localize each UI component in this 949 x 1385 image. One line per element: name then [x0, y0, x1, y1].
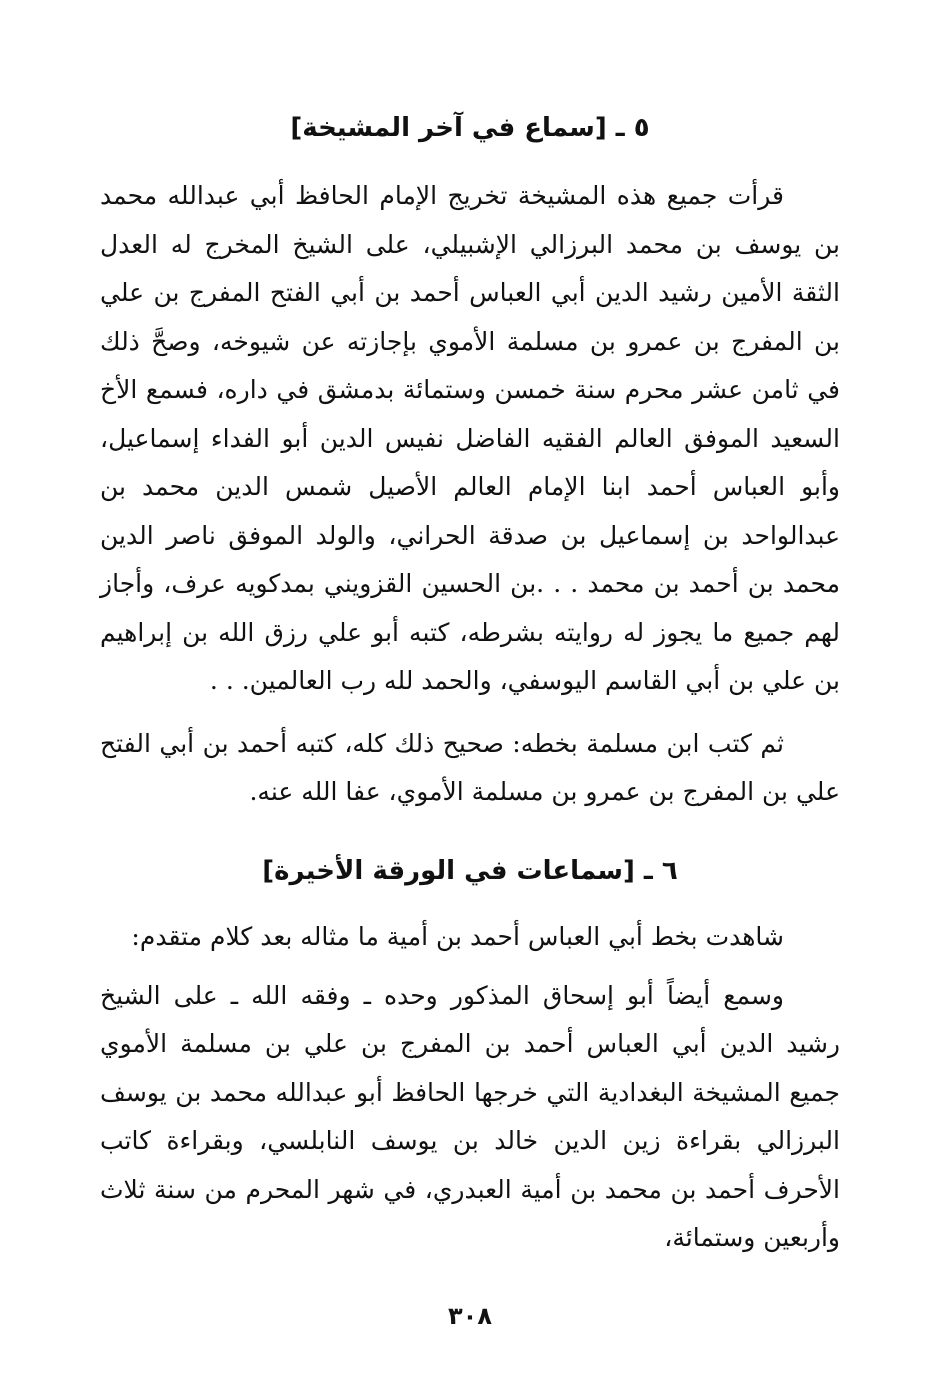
paragraph-samaa-reading: قرأت جميع هذه المشيخة تخريج الإمام الحافظ أبي عبدالله محمد بن يوسف بن محمد البرزالي الإشبيلي، على الشيخ المخرج له العدل الثقة الأمين رشيد الدين أبي العباس أحمد بن أبي الفتح المفرج بن علي بن المفرج بن عمرو بن مسلمة الأموي بإجازته عن شيوخه، وصحَّ ذلك في ثامن عشر محرم سنة خمسن وستمائة بدمشق في داره، فسمع الأخ السعيد الموفق العالم الفقيه الفاضل نفيس الدين أبو الفداء إسماعيل، وأبو العباس أحمد ابنا الإمام العالم الأصيل شمس الدين محمد بن عبدالواحد بن إسماعيل بن صدقة الحراني، والولد الموفق ناصر الدين محمد بن أحمد بن محمد . . .بن الحسين القزويني بمدكويه عرف، وأجاز لهم جميع ما يجوز له روايته بشرطه، كتبه أبو علي رزق الله بن إبراهيم بن علي بن أبي القاسم اليوسفي، والحمد لله رب العالمين. . .: [100, 181, 840, 696]
paragraph-abu-ishaq-samaa: وسمع أيضاً أبو إسحاق المذكور وحده ـ وفقه الله ـ على الشيخ رشيد الدين أبي العباس أحمد بن المفرج بن علي بن مسلمة الأموي جميع المشيخة البغدادية التي خرجها الحافظ أبو عبدالله محمد بن يوسف البرزالي بقراءة زين الدين خالد بن يوسف النابلسي، وبقراءة كاتب الأحرف أحمد بن محمد بن أمية العبدري، في شهر المحرم من سنة ثلاث وأربعين وستمائة،: [100, 980, 840, 1253]
paragraph-ibn-maslama-note: ثم كتب ابن مسلمة بخطه: صحيح ذلك كله، كتبه أحمد بن أبي الفتح علي بن المفرج بن عمرو بن مسلمة الأموي، عفا الله عنه.: [100, 728, 840, 807]
paragraph-witnessed-note: شاهدت بخط أبي العباس أحمد بن أمية ما مثاله بعد كلام متقدم:: [131, 922, 784, 952]
page-number: ٣٠٨: [448, 1302, 492, 1330]
document-page: [100, 100, 840, 1330]
section-heading-5: ٥ ـ [سماع في آخر المشيخة]: [290, 113, 650, 143]
section-heading-6: ٦ ـ [سماعات في الورقة الأخيرة]: [262, 855, 678, 886]
